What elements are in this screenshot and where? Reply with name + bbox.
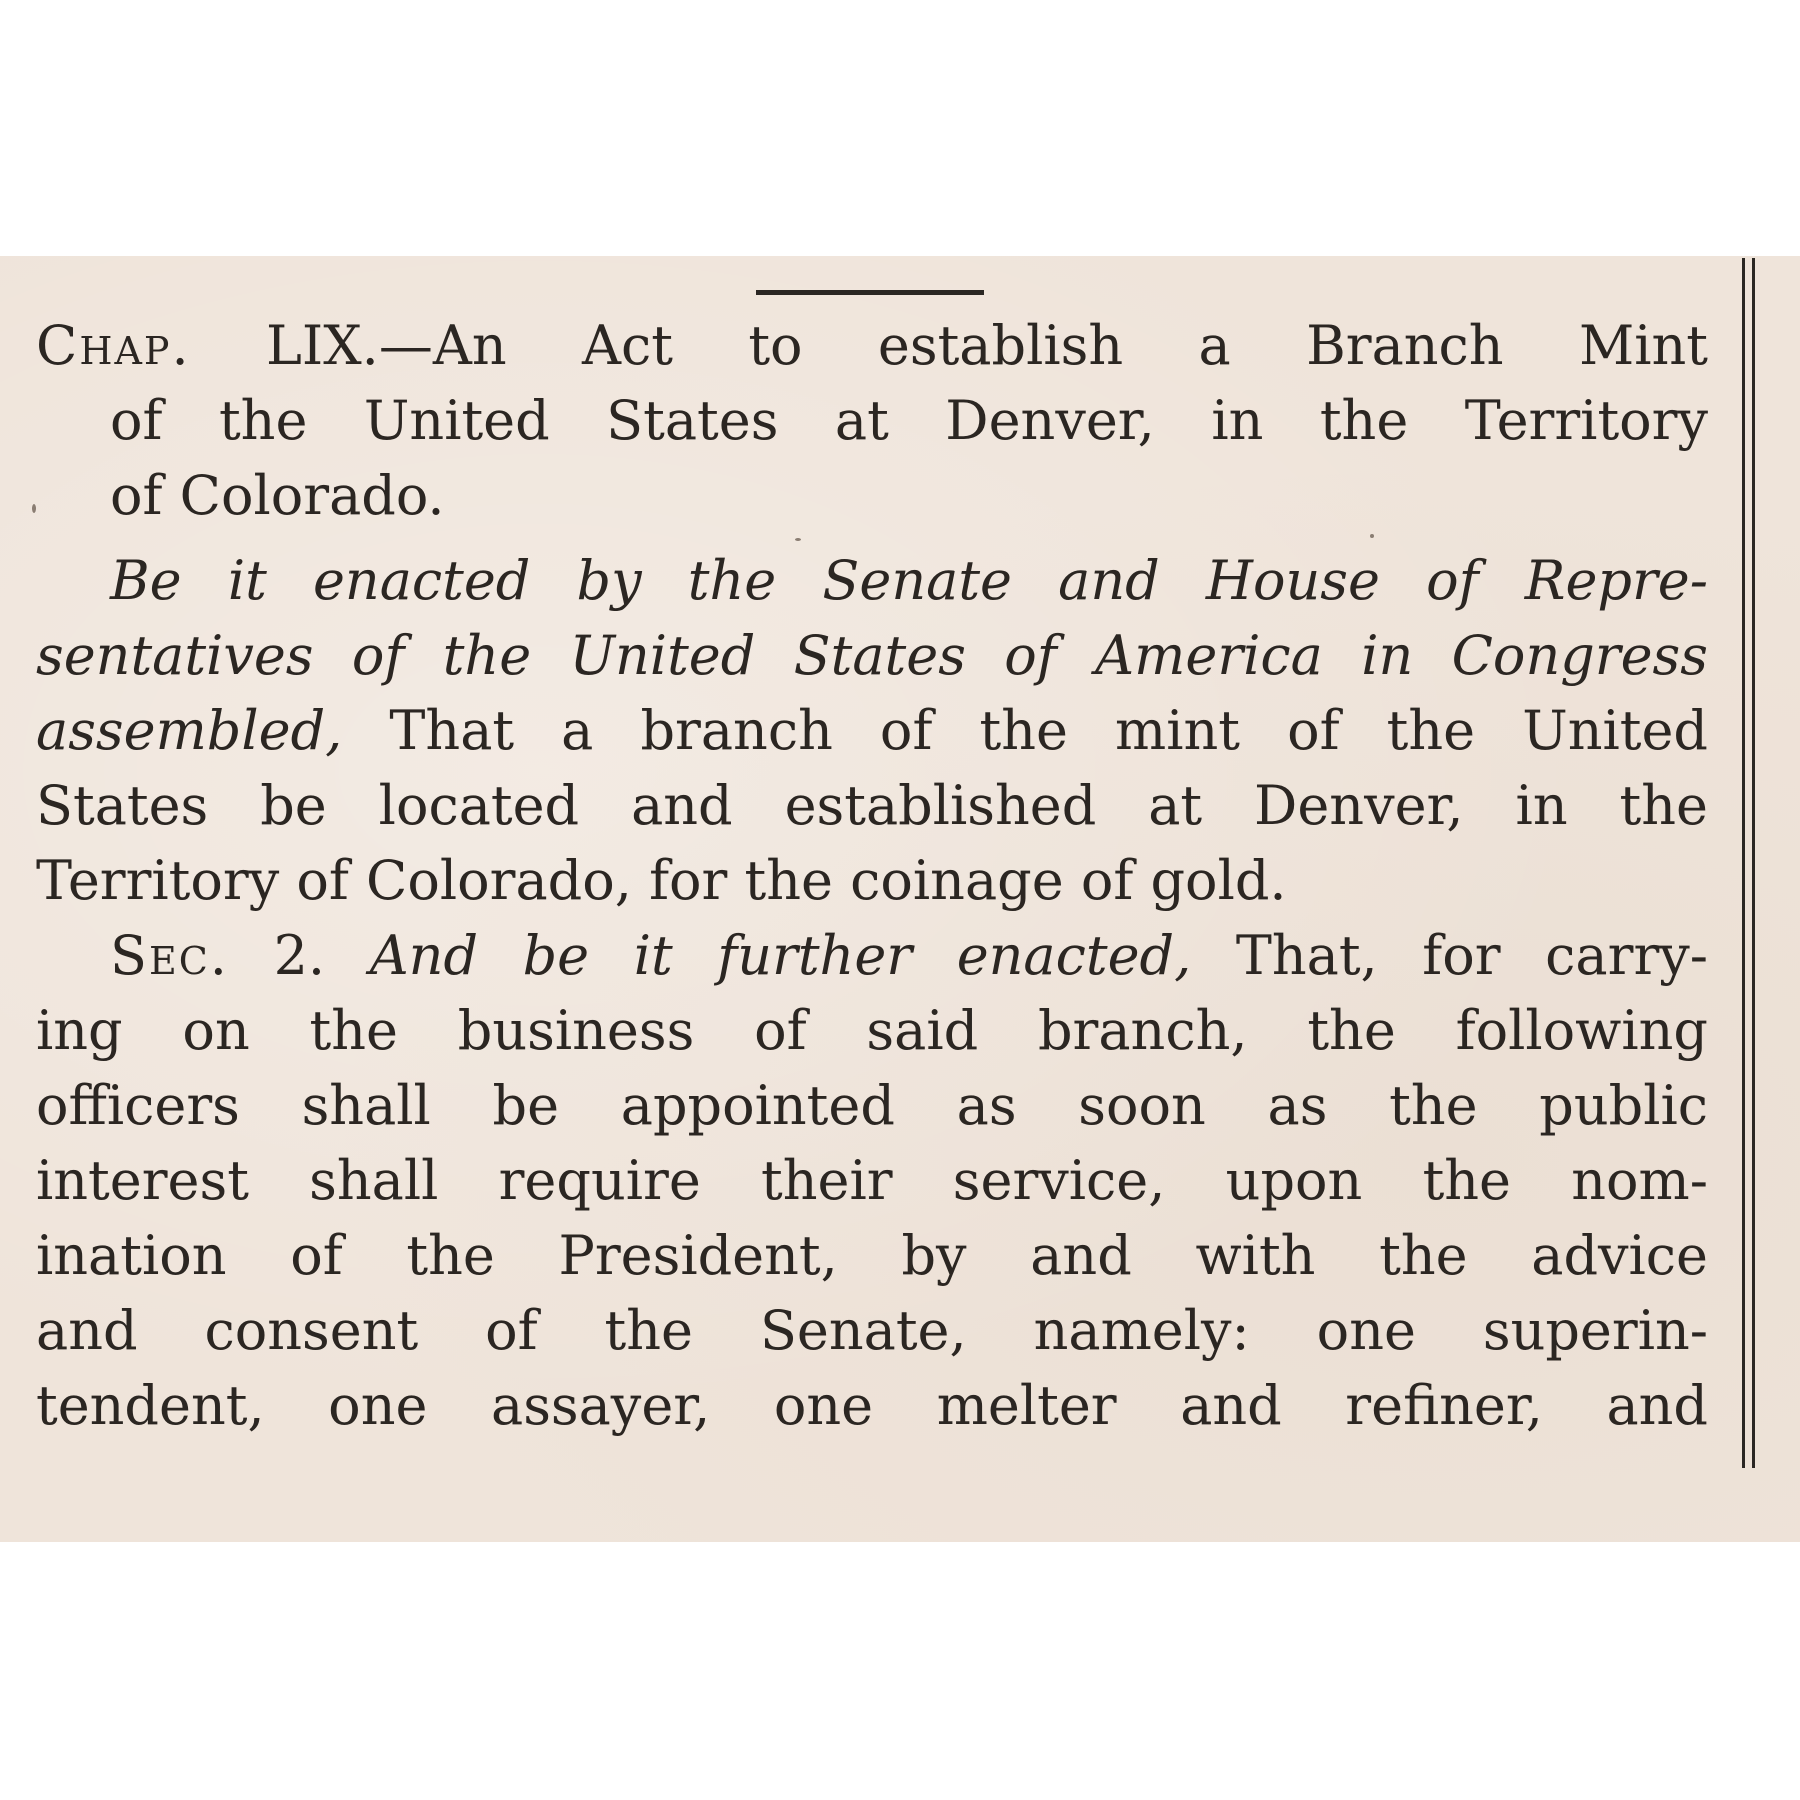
enacting-clause-line: Be it enacted by the Senate and House of Repre- <box>110 549 1708 612</box>
section-line: officers shall be appointed as soon as the public <box>36 1074 1708 1137</box>
body-line: States be located and established at Denver, in the <box>36 774 1708 837</box>
heading-line <box>36 308 1708 383</box>
heading-line: of Colorado. <box>110 464 445 527</box>
column-rule-left <box>1742 258 1745 1468</box>
body-line <box>36 693 1708 768</box>
body-line: Territory of Colorado, for the coinage of gold. <box>36 849 1287 912</box>
section-line: and consent of the Senate, namely: one superin- <box>36 1299 1708 1362</box>
paper-clipping <box>0 256 1800 1542</box>
document-body <box>36 308 1708 1443</box>
section-line: ination of the President, by and with the advice <box>36 1224 1708 1287</box>
top-rule <box>756 290 984 295</box>
body-text: That a branch of the mint of the United <box>342 699 1708 762</box>
chapter-number: LIX. <box>266 314 379 377</box>
section-line: ing on the business of said branch, the following <box>36 999 1708 1062</box>
section-line <box>36 918 1708 993</box>
act-title-start: —An Act to establish a Branch Mint <box>378 314 1708 377</box>
body-text: That, for carry- <box>1191 924 1709 987</box>
chapter-label: Chap. <box>36 314 191 377</box>
further-enacted: And be it further enacted, <box>369 924 1192 987</box>
section-line: interest shall require their service, upon the nom- <box>36 1149 1708 1212</box>
column-rule-right <box>1752 258 1755 1468</box>
section-number: 2. <box>228 924 370 987</box>
section-label: Sec. <box>110 924 229 987</box>
enacting-clause-line: sentatives of the United States of America in Congress <box>36 624 1708 687</box>
assembled-word: assembled, <box>36 699 343 762</box>
section-line: tendent, one assayer, one melter and refiner, and <box>36 1374 1708 1437</box>
heading-line: of the United States at Denver, in the Territory <box>110 389 1708 452</box>
